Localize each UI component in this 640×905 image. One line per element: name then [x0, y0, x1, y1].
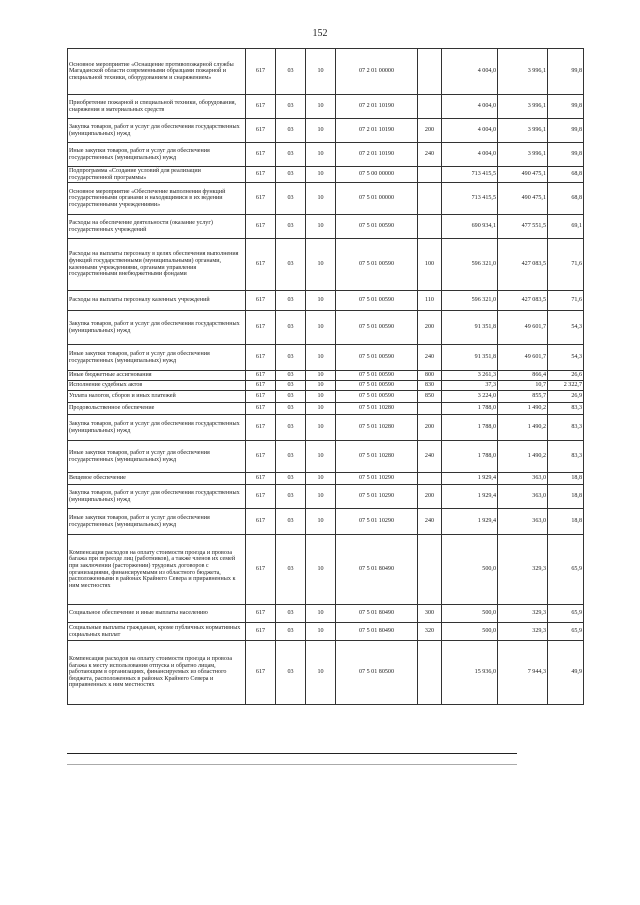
cell-ved: 617: [246, 49, 276, 95]
table-row: [68, 641, 584, 705]
cell-ved: 617: [246, 119, 276, 143]
cell-csr: 07 5 01 80490: [336, 605, 418, 623]
table-row: [68, 167, 584, 183]
cell-ved: 617: [246, 641, 276, 705]
cell-exec: 329,3: [498, 535, 548, 605]
cell-plan: 713 415,5: [442, 167, 498, 183]
cell-exec: 7 944,3: [498, 641, 548, 705]
table-row: [68, 311, 584, 345]
cell-name: Расходы на выплаты персоналу в целях обеспечения выполнения функций государственными (муниципальными) органами, казенными учреждениями, органами управления государственными внебюджетными фондами: [68, 239, 246, 291]
cell-plan: 1 929,4: [442, 509, 498, 535]
cell-plan: 596 321,0: [442, 291, 498, 311]
table-row: [68, 291, 584, 311]
cell-name: Компенсация расходов на оплату стоимости проезда и провоза багажа к месту использования отпуска и обратно лицам, работающим в организациях, финансируемых из областного бюджета, расположенных в районах Крайнего Севера и приравненных к ним местностях: [68, 641, 246, 705]
cell-plan: 4 004,0: [442, 143, 498, 167]
cell-vr: 830: [418, 381, 442, 391]
cell-plan: 500,0: [442, 605, 498, 623]
cell-rz: 03: [276, 623, 306, 641]
cell-vr: [418, 95, 442, 119]
cell-pr: 10: [306, 167, 336, 183]
cell-ved: 617: [246, 345, 276, 371]
cell-vr: 800: [418, 371, 442, 381]
cell-name: Вещевое обеспечение: [68, 473, 246, 485]
cell-pct: 83,3: [548, 403, 584, 415]
cell-plan: 1 929,4: [442, 473, 498, 485]
cell-ved: 617: [246, 605, 276, 623]
cell-csr: 07 2 01 00000: [336, 49, 418, 95]
cell-pct: 49,9: [548, 641, 584, 705]
table-row: [68, 623, 584, 641]
cell-exec: 10,7: [498, 381, 548, 391]
cell-name: Закупка товаров, работ и услуг для обеспечения государственных (муниципальных) нужд: [68, 415, 246, 441]
cell-name: Иные закупки товаров, работ и услуг для обеспечения государственных (муниципальных) нужд: [68, 441, 246, 473]
cell-plan: 91 351,8: [442, 345, 498, 371]
cell-rz: 03: [276, 49, 306, 95]
cell-vr: 240: [418, 143, 442, 167]
cell-rz: 03: [276, 509, 306, 535]
cell-csr: 07 5 01 10290: [336, 485, 418, 509]
cell-vr: [418, 167, 442, 183]
cell-exec: 49 601,7: [498, 345, 548, 371]
cell-ved: 617: [246, 509, 276, 535]
cell-vr: 320: [418, 623, 442, 641]
cell-ved: 617: [246, 167, 276, 183]
cell-plan: 4 004,0: [442, 95, 498, 119]
cell-ved: 617: [246, 143, 276, 167]
cell-plan: 37,3: [442, 381, 498, 391]
cell-name: Закупка товаров, работ и услуг для обеспечения государственных (муниципальных) нужд: [68, 311, 246, 345]
cell-pct: 68,8: [548, 167, 584, 183]
cell-name: Основное мероприятие «Обеспечение выполнения функций государственными органами и находящимися в их ведении государственными учреждениями»: [68, 183, 246, 215]
cell-vr: [418, 403, 442, 415]
cell-rz: 03: [276, 441, 306, 473]
cell-exec: 3 996,1: [498, 119, 548, 143]
cell-rz: 03: [276, 371, 306, 381]
page-number: 152: [312, 28, 328, 39]
cell-ved: 617: [246, 291, 276, 311]
cell-exec: 3 996,1: [498, 95, 548, 119]
cell-csr: 07 5 01 10280: [336, 441, 418, 473]
cell-rz: 03: [276, 535, 306, 605]
cell-csr: 07 5 01 00590: [336, 345, 418, 371]
cell-plan: 4 004,0: [442, 49, 498, 95]
cell-ved: 617: [246, 239, 276, 291]
cell-pr: 10: [306, 641, 336, 705]
cell-exec: 49 601,7: [498, 311, 548, 345]
cell-pr: 10: [306, 509, 336, 535]
budget-table: [67, 48, 584, 705]
cell-ved: 617: [246, 381, 276, 391]
cell-rz: 03: [276, 167, 306, 183]
cell-rz: 03: [276, 143, 306, 167]
cell-name: Приобретение пожарной и специальной техники, оборудования, снаряжения и материальных средств: [68, 95, 246, 119]
cell-pr: 10: [306, 535, 336, 605]
cell-name: Основное мероприятие «Оснащение противопожарной службы Магаданской области современными образцами пожарной и специальной техники, оборудованием и снаряжением»: [68, 49, 246, 95]
cell-exec: 363,0: [498, 509, 548, 535]
cell-name: Иные бюджетные ассигнования: [68, 371, 246, 381]
cell-pr: 10: [306, 95, 336, 119]
cell-csr: 07 5 01 00590: [336, 239, 418, 291]
table-row: [68, 485, 584, 509]
cell-exec: 490 475,1: [498, 167, 548, 183]
table-row: [68, 239, 584, 291]
cell-csr: 07 5 01 00590: [336, 371, 418, 381]
cell-csr: 07 5 01 10290: [336, 509, 418, 535]
cell-plan: 596 321,0: [442, 239, 498, 291]
table-row: [68, 605, 584, 623]
cell-ved: 617: [246, 473, 276, 485]
cell-ved: 617: [246, 485, 276, 509]
cell-pr: 10: [306, 403, 336, 415]
cell-pr: 10: [306, 485, 336, 509]
cell-rz: 03: [276, 485, 306, 509]
cell-name: Закупка товаров, работ и услуг для обеспечения государственных (муниципальных) нужд: [68, 485, 246, 509]
cell-exec: 1 490,2: [498, 403, 548, 415]
cell-pct: 99,8: [548, 95, 584, 119]
table-row: [68, 509, 584, 535]
cell-pct: 99,8: [548, 143, 584, 167]
cell-csr: 07 5 01 80490: [336, 535, 418, 605]
cell-rz: 03: [276, 345, 306, 371]
cell-csr: 07 5 01 80490: [336, 623, 418, 641]
cell-ved: 617: [246, 95, 276, 119]
cell-rz: 03: [276, 391, 306, 403]
cell-pct: 99,8: [548, 119, 584, 143]
cell-csr: 07 2 01 10190: [336, 143, 418, 167]
cell-pct: 65,9: [548, 605, 584, 623]
cell-rz: 03: [276, 291, 306, 311]
table-row: [68, 183, 584, 215]
cell-pr: 10: [306, 441, 336, 473]
cell-rz: 03: [276, 415, 306, 441]
cell-csr: 07 5 00 00000: [336, 167, 418, 183]
cell-pct: 71,6: [548, 239, 584, 291]
cell-pr: 10: [306, 311, 336, 345]
cell-pr: 10: [306, 605, 336, 623]
table-row: [68, 371, 584, 381]
cell-csr: 07 5 01 00590: [336, 311, 418, 345]
cell-vr: 200: [418, 415, 442, 441]
cell-pct: 26,6: [548, 371, 584, 381]
table-row: [68, 403, 584, 415]
table-row: [68, 381, 584, 391]
cell-vr: [418, 183, 442, 215]
cell-csr: 07 5 01 00590: [336, 381, 418, 391]
cell-vr: 200: [418, 311, 442, 345]
cell-vr: 240: [418, 345, 442, 371]
cell-pct: 65,9: [548, 535, 584, 605]
cell-exec: 363,0: [498, 473, 548, 485]
cell-rz: 03: [276, 473, 306, 485]
cell-name: Уплата налогов, сборов и иных платежей: [68, 391, 246, 403]
footer-rule-faint: [67, 764, 517, 765]
cell-csr: 07 5 01 80500: [336, 641, 418, 705]
cell-exec: 855,7: [498, 391, 548, 403]
cell-vr: [418, 535, 442, 605]
cell-vr: 110: [418, 291, 442, 311]
cell-plan: 500,0: [442, 623, 498, 641]
cell-rz: 03: [276, 183, 306, 215]
cell-pct: 18,8: [548, 485, 584, 509]
cell-plan: 3 224,0: [442, 391, 498, 403]
cell-exec: 427 083,5: [498, 239, 548, 291]
table-row: [68, 535, 584, 605]
cell-name: Исполнение судебных актов: [68, 381, 246, 391]
cell-rz: 03: [276, 641, 306, 705]
cell-pr: 10: [306, 291, 336, 311]
cell-name: Компенсация расходов на оплату стоимости проезда и провоза багажа при переезде лиц (работников), а также членов их семей при заключении (расторжении) трудовых договоров с организациями, финансируемыми из областного бюджета, расположенными в районах Крайнего Севера и приравненных к ним местностях: [68, 535, 246, 605]
cell-pct: 71,6: [548, 291, 584, 311]
cell-exec: 1 490,2: [498, 415, 548, 441]
cell-vr: 200: [418, 485, 442, 509]
cell-csr: 07 2 01 10190: [336, 95, 418, 119]
cell-pr: 10: [306, 215, 336, 239]
cell-vr: 240: [418, 509, 442, 535]
cell-csr: 07 5 01 00590: [336, 291, 418, 311]
cell-plan: 15 936,0: [442, 641, 498, 705]
cell-pct: 54,3: [548, 345, 584, 371]
table-row: [68, 49, 584, 95]
cell-plan: 91 351,8: [442, 311, 498, 345]
table-row: [68, 119, 584, 143]
cell-pct: 2 322,7: [548, 381, 584, 391]
cell-ved: 617: [246, 403, 276, 415]
cell-pr: 10: [306, 473, 336, 485]
cell-pr: 10: [306, 415, 336, 441]
cell-exec: 427 083,5: [498, 291, 548, 311]
cell-exec: 329,3: [498, 605, 548, 623]
cell-plan: 3 261,3: [442, 371, 498, 381]
cell-name: Иные закупки товаров, работ и услуг для обеспечения государственных (муниципальных) нужд: [68, 509, 246, 535]
cell-vr: 200: [418, 119, 442, 143]
cell-pct: 83,3: [548, 441, 584, 473]
cell-pr: 10: [306, 119, 336, 143]
cell-pr: 10: [306, 345, 336, 371]
cell-vr: [418, 473, 442, 485]
cell-plan: 1 788,0: [442, 403, 498, 415]
cell-vr: 100: [418, 239, 442, 291]
cell-pct: 69,1: [548, 215, 584, 239]
cell-csr: 07 5 01 10280: [336, 403, 418, 415]
cell-ved: 617: [246, 623, 276, 641]
cell-name: Иные закупки товаров, работ и услуг для обеспечения государственных (муниципальных) нужд: [68, 345, 246, 371]
cell-pct: 99,8: [548, 49, 584, 95]
cell-ved: 617: [246, 215, 276, 239]
cell-exec: 1 490,2: [498, 441, 548, 473]
cell-pr: 10: [306, 143, 336, 167]
table-row: [68, 215, 584, 239]
cell-ved: 617: [246, 183, 276, 215]
table-row: [68, 95, 584, 119]
table-row: [68, 473, 584, 485]
cell-rz: 03: [276, 95, 306, 119]
cell-vr: 850: [418, 391, 442, 403]
cell-exec: 329,3: [498, 623, 548, 641]
cell-pr: 10: [306, 371, 336, 381]
cell-csr: 07 5 01 10290: [336, 473, 418, 485]
cell-plan: 500,0: [442, 535, 498, 605]
cell-vr: [418, 49, 442, 95]
cell-pct: 26,9: [548, 391, 584, 403]
cell-pct: 83,3: [548, 415, 584, 441]
cell-csr: 07 2 01 10190: [336, 119, 418, 143]
cell-vr: [418, 215, 442, 239]
cell-plan: 713 415,5: [442, 183, 498, 215]
cell-csr: 07 5 01 10280: [336, 415, 418, 441]
cell-rz: 03: [276, 215, 306, 239]
table-row: [68, 441, 584, 473]
cell-pr: 10: [306, 381, 336, 391]
cell-ved: 617: [246, 371, 276, 381]
cell-pr: 10: [306, 623, 336, 641]
table-row: [68, 345, 584, 371]
cell-vr: 300: [418, 605, 442, 623]
cell-name: Иные закупки товаров, работ и услуг для обеспечения государственных (муниципальных) нужд: [68, 143, 246, 167]
table-row: [68, 415, 584, 441]
cell-pct: 68,8: [548, 183, 584, 215]
cell-exec: 3 996,1: [498, 143, 548, 167]
cell-name: Подпрограмма «Создание условий для реализации государственной программы»: [68, 167, 246, 183]
cell-csr: 07 5 01 00590: [336, 215, 418, 239]
cell-pct: 65,9: [548, 623, 584, 641]
footer-rule: [67, 753, 517, 754]
cell-name: Социальные выплаты гражданам, кроме публичных нормативных социальных выплат: [68, 623, 246, 641]
cell-vr: 240: [418, 441, 442, 473]
cell-plan: 4 004,0: [442, 119, 498, 143]
table-body: [68, 49, 584, 705]
cell-ved: 617: [246, 311, 276, 345]
cell-exec: 477 551,5: [498, 215, 548, 239]
cell-rz: 03: [276, 605, 306, 623]
cell-ved: 617: [246, 535, 276, 605]
table-row: [68, 391, 584, 403]
cell-name: Продовольственное обеспечение: [68, 403, 246, 415]
cell-plan: 690 934,1: [442, 215, 498, 239]
cell-plan: 1 788,0: [442, 415, 498, 441]
cell-ved: 617: [246, 415, 276, 441]
cell-exec: 3 996,1: [498, 49, 548, 95]
cell-plan: 1 929,4: [442, 485, 498, 509]
cell-pr: 10: [306, 49, 336, 95]
cell-ved: 617: [246, 441, 276, 473]
cell-name: Расходы на выплаты персоналу казенных учреждений: [68, 291, 246, 311]
cell-rz: 03: [276, 381, 306, 391]
cell-plan: 1 788,0: [442, 441, 498, 473]
cell-rz: 03: [276, 239, 306, 291]
cell-rz: 03: [276, 311, 306, 345]
cell-pct: 18,8: [548, 473, 584, 485]
cell-pr: 10: [306, 183, 336, 215]
cell-exec: 866,4: [498, 371, 548, 381]
cell-csr: 07 5 01 00590: [336, 391, 418, 403]
cell-name: Закупка товаров, работ и услуг для обеспечения государственных (муниципальных) нужд: [68, 119, 246, 143]
cell-rz: 03: [276, 119, 306, 143]
cell-pct: 18,8: [548, 509, 584, 535]
cell-pr: 10: [306, 391, 336, 403]
cell-name: Расходы на обеспечение деятельности (оказание услуг) государственных учреждений: [68, 215, 246, 239]
cell-exec: 490 475,1: [498, 183, 548, 215]
cell-exec: 363,0: [498, 485, 548, 509]
table-row: [68, 143, 584, 167]
cell-rz: 03: [276, 403, 306, 415]
cell-ved: 617: [246, 391, 276, 403]
cell-vr: [418, 641, 442, 705]
cell-pct: 54,3: [548, 311, 584, 345]
cell-csr: 07 5 01 00000: [336, 183, 418, 215]
cell-pr: 10: [306, 239, 336, 291]
cell-name: Социальное обеспечение и иные выплаты населению: [68, 605, 246, 623]
